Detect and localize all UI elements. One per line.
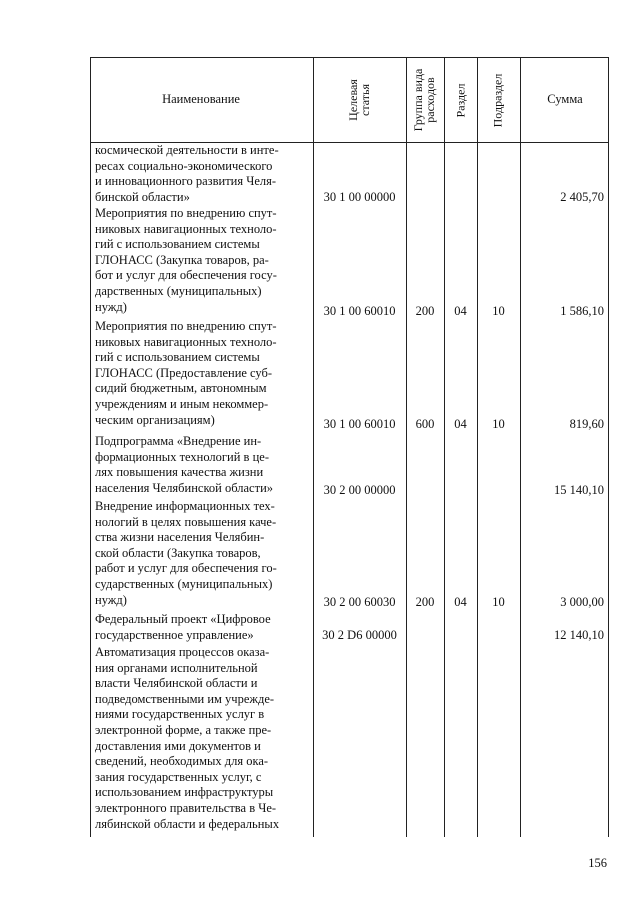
- row-name-line: нологий в целях повышения каче-: [95, 514, 277, 529]
- row-code: 30 1 00 60010: [323, 304, 396, 318]
- row-name-line: Мероприятия по внедрению спут-: [95, 206, 277, 220]
- row-name-line: ниями государственных услуг в: [95, 707, 265, 722]
- row-name-line: использованием инфраструктуры: [95, 785, 274, 800]
- row-subsection: 10: [492, 417, 505, 431]
- row-name-line: Подпрограмма «Внедрение ин-: [95, 434, 262, 448]
- row-section: 04: [454, 595, 467, 609]
- row-name-line: Внедрение информационных тех-: [95, 499, 275, 513]
- row-name-line: Автоматизация процессов оказа-: [95, 645, 270, 659]
- row-section: 04: [454, 417, 467, 431]
- budget-table: [90, 57, 609, 837]
- row-name-line: сударственных (муниципальных): [95, 576, 273, 591]
- row-name-line: гий с использованием системы: [95, 350, 260, 365]
- column-divider: [406, 58, 407, 837]
- row-name-line: власти Челябинской области и: [95, 676, 258, 691]
- row-name-line: формационных технологий в це-: [95, 449, 269, 464]
- page-number: 156: [588, 856, 607, 870]
- row-name-line: сидий бюджетным, автономным: [95, 381, 267, 396]
- column-divider: [313, 58, 314, 837]
- row-name-line: зания государственных услуг, с: [95, 769, 262, 784]
- row-name-line: бинской области»: [95, 189, 190, 204]
- row-subsection: 10: [492, 304, 505, 318]
- row-name: [95, 612, 306, 643]
- row-name-line: ГЛОНАСС (Закупка товаров, ра-: [95, 252, 269, 267]
- row-code: 30 1 00 00000: [323, 190, 396, 204]
- row-name-line: сведений, необходимых для ока-: [95, 754, 269, 769]
- header-expense-group-line: Группа вида: [411, 68, 425, 132]
- row-name: [95, 143, 306, 205]
- row-code: 30 2 D6 00000: [322, 628, 397, 642]
- row-name-line: электронного правительства в Че-: [95, 800, 277, 815]
- row-sum: 819,60: [569, 417, 604, 431]
- row-group: 200: [415, 595, 435, 609]
- row-name-line: космической деятельности в инте-: [95, 143, 279, 157]
- row-name-line: электронной форме, а также пре-: [95, 722, 272, 737]
- row-name: [95, 206, 306, 315]
- row-code: 30 2 00 60030: [323, 595, 396, 609]
- row-name-line: населения Челябинской области»: [95, 480, 274, 495]
- row-sum: 15 140,10: [554, 483, 604, 497]
- row-name-line: государственное управление»: [95, 627, 254, 642]
- row-name: [95, 645, 306, 832]
- row-name-line: дарственных (муниципальных): [95, 283, 262, 298]
- row-subsection: 10: [492, 595, 505, 609]
- row-name-line: никовых навигационных техноло-: [95, 221, 277, 236]
- column-divider: [477, 58, 478, 837]
- header-subsection: Подраздел: [490, 73, 505, 128]
- row-name-line: ства жизни населения Челябин-: [95, 530, 265, 545]
- row-sum: 2 405,70: [560, 190, 604, 204]
- row-name-line: гий с использованием системы: [95, 237, 260, 252]
- row-name-line: нужд): [95, 299, 127, 314]
- row-name-line: лях повышения качества жизни: [95, 465, 264, 480]
- row-name: [95, 434, 306, 496]
- row-name: [95, 319, 306, 428]
- row-name-line: лябинской области и федеральных: [95, 816, 280, 831]
- row-name-line: нужд): [95, 592, 127, 607]
- row-name-line: никовых навигационных техноло-: [95, 334, 277, 349]
- header-target-article: [347, 54, 373, 146]
- header-name: Наименование: [162, 92, 240, 106]
- row-code: 30 1 00 60010: [323, 417, 396, 431]
- header-expense-group-line: расходов: [423, 77, 437, 123]
- row-group: 600: [415, 417, 435, 431]
- row-name-line: бот и услуг для обеспечения госу-: [95, 268, 277, 283]
- row-name-line: подведомственными им учрежде-: [95, 691, 275, 706]
- row-code: 30 2 00 00000: [323, 483, 396, 497]
- row-name-line: Мероприятия по внедрению спут-: [95, 319, 277, 333]
- column-divider: [444, 58, 445, 837]
- row-section: 04: [454, 304, 467, 318]
- row-name-line: и инновационного развития Челя-: [95, 174, 277, 189]
- header-expense-group: [412, 60, 438, 140]
- row-sum: 12 140,10: [554, 628, 604, 642]
- row-name-line: ческим организациям): [95, 412, 215, 427]
- row-group: 200: [415, 304, 435, 318]
- row-name-line: доставления ими документов и: [95, 738, 261, 753]
- row-name-line: работ и услуг для обеспечения го-: [95, 561, 277, 576]
- row-name-line: ской области (Закупка товаров,: [95, 545, 261, 560]
- header-sum: Сумма: [547, 92, 583, 106]
- row-sum: 1 586,10: [560, 304, 604, 318]
- row-name: [95, 499, 306, 608]
- header-target-article-line: Целевая: [346, 79, 360, 121]
- row-name-line: учреждениям и иным некоммер-: [95, 396, 269, 411]
- row-name-line: ресах социально-экономического: [95, 158, 273, 173]
- row-name-line: ния органами исполнительной: [95, 660, 258, 675]
- row-name-line: ГЛОНАСС (Предоставление суб-: [95, 365, 273, 380]
- column-divider: [520, 58, 521, 837]
- row-sum: 3 000,00: [560, 595, 604, 609]
- row-name-line: Федеральный проект «Цифровое: [95, 612, 271, 626]
- header-target-article-line: статья: [358, 84, 372, 116]
- header-section: Раздел: [453, 83, 468, 118]
